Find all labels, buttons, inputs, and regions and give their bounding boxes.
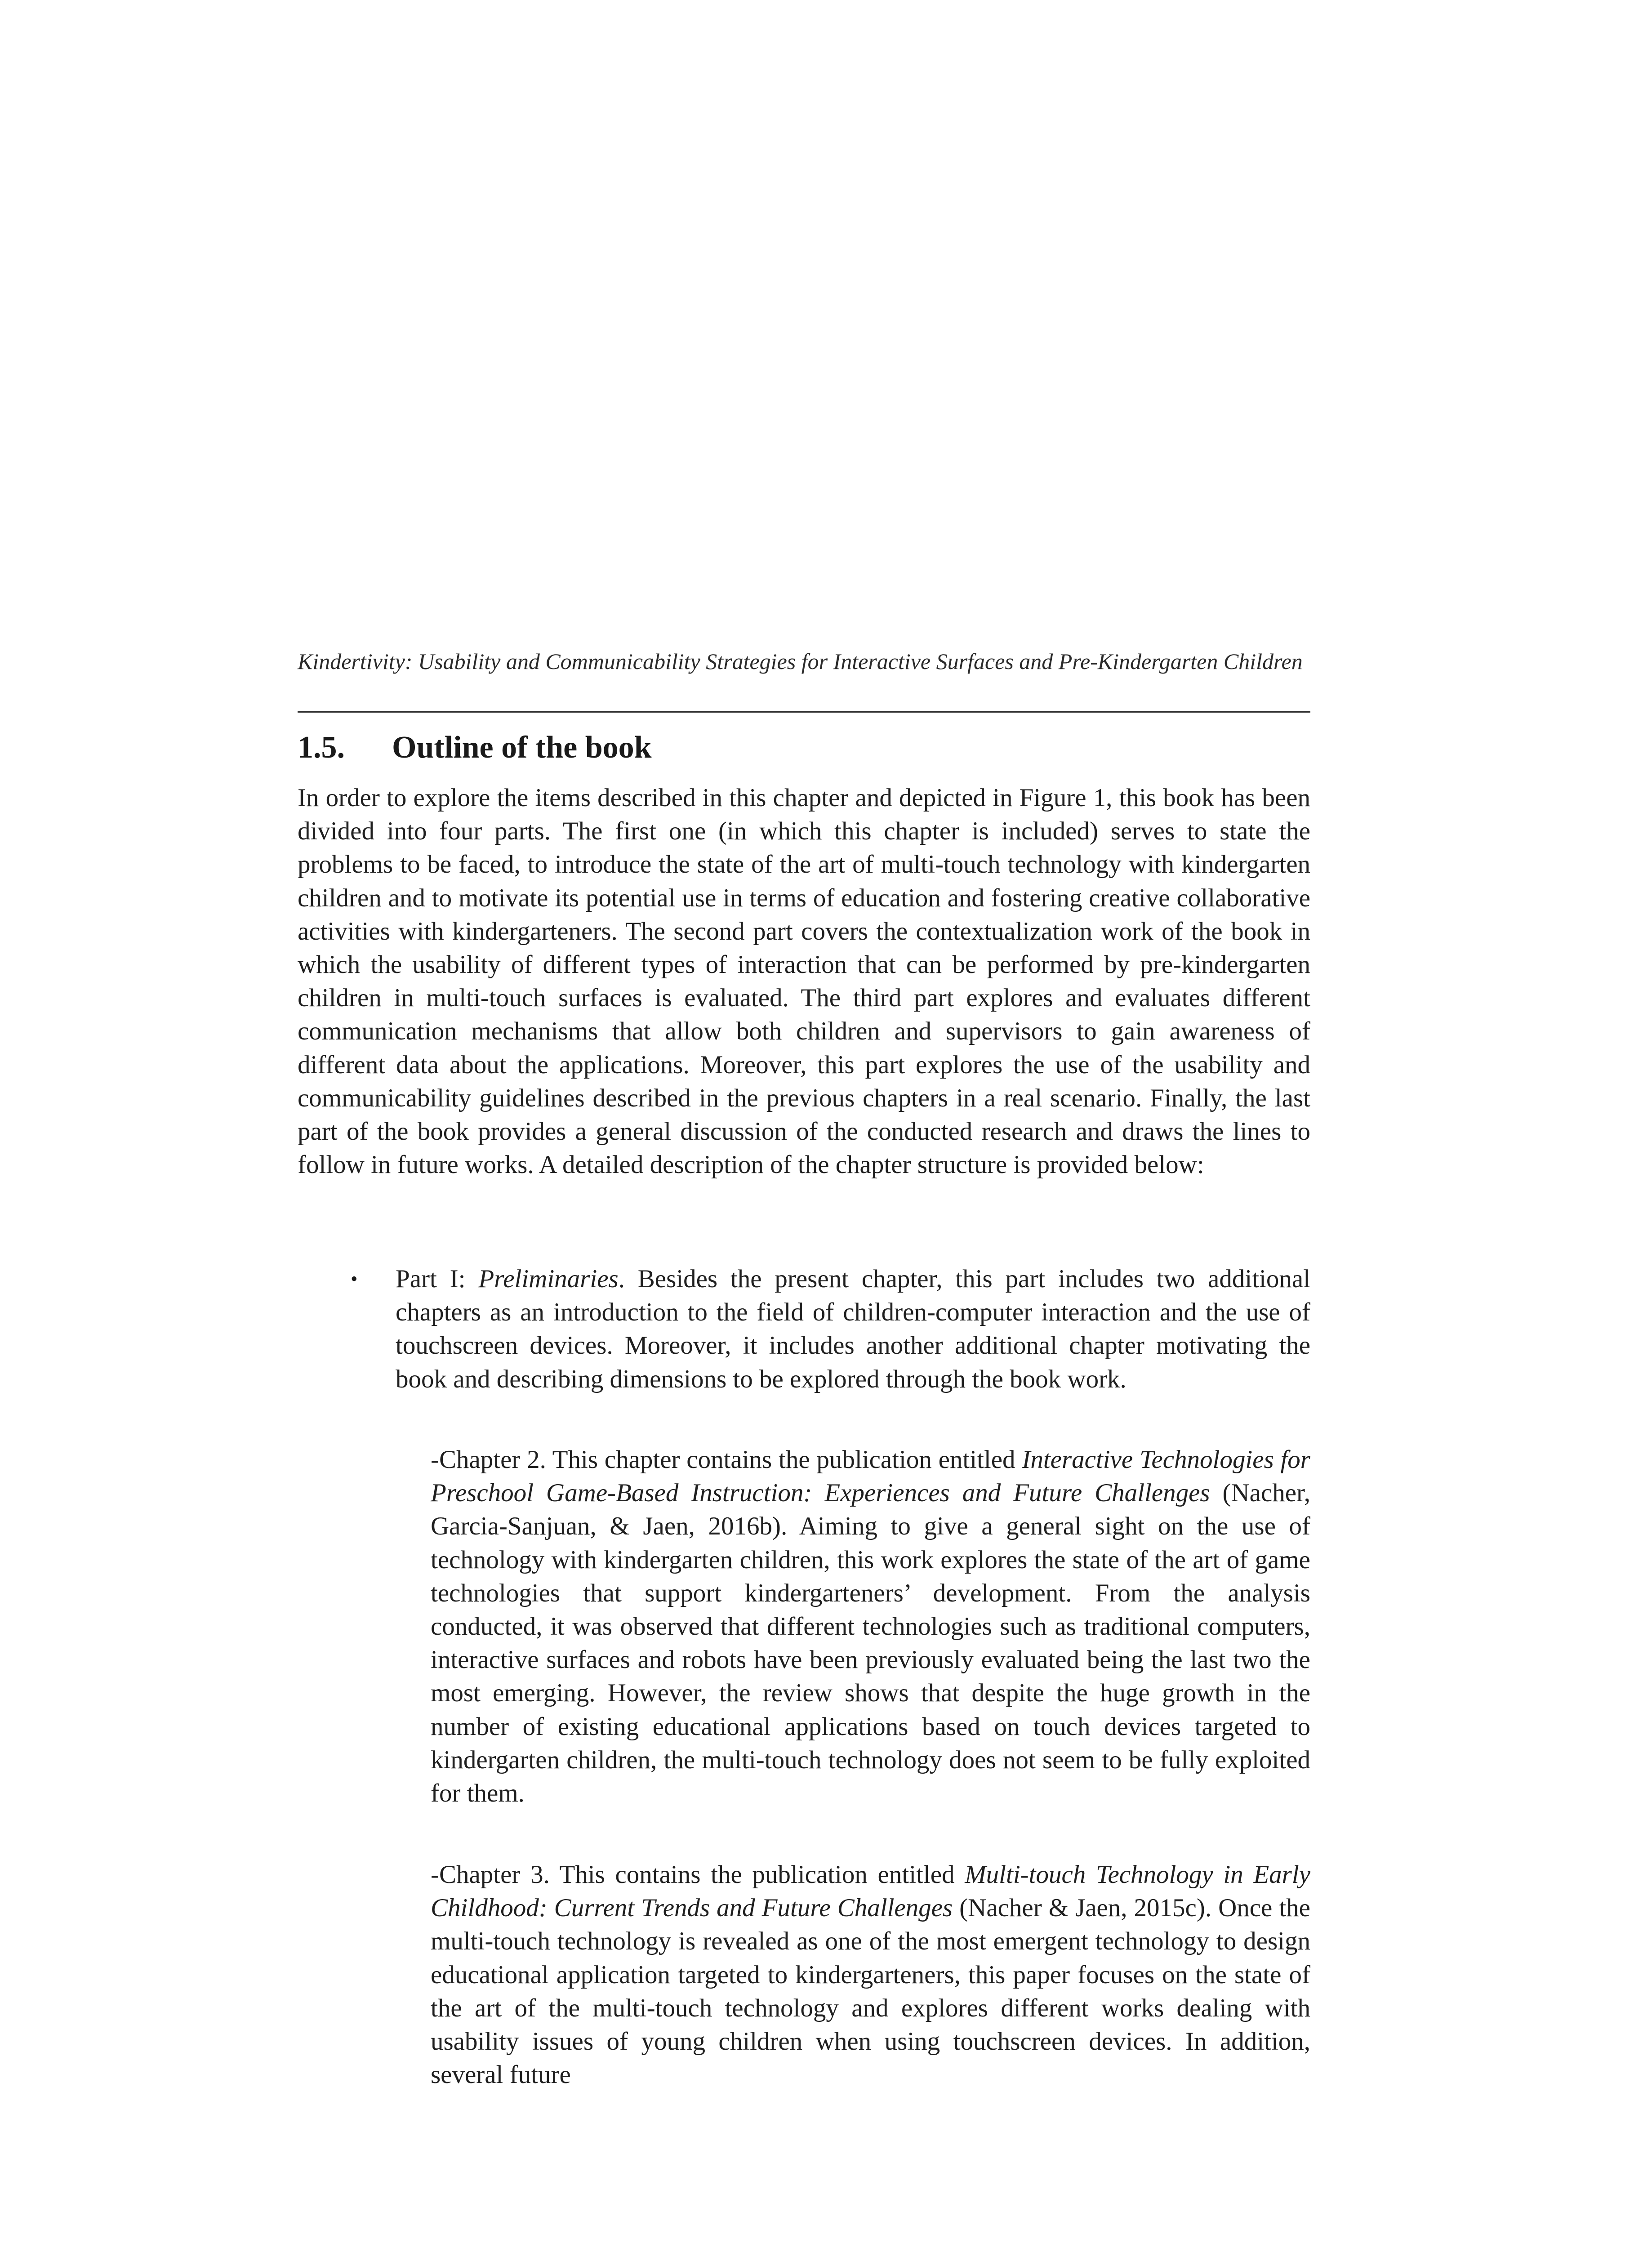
header-divider [298, 711, 1310, 713]
chapter-3-body: (Nacher & Jaen, 2015c). Once the multi-touch technology is revealed as one of the most emergent technology to design educational application targeted to kindergarteners, this paper focuses on the state of the art of the multi-touch technology and explores different works dealing with usability issues of young children when using touchscreen devices. In addition, several future [431, 1894, 1310, 2089]
running-header: Kindertivity: Usability and Communicability Strategies for Interactive Surfaces and Pre-Kindergarten Children [298, 649, 1303, 674]
section-heading [298, 727, 652, 768]
intro-paragraph: In order to explore the items described in this chapter and depicted in Figure 1, this book has been divided into four parts. The first one (in which this chapter is included) serves to state the problems to be faced, to introduce the state of the art of multi-touch technology with kindergarten children and to motivate its potential use in terms of education and fostering creative collaborative activities with kindergarteners. The second part covers the contextualization work of the book in which the usability of different types of interaction that can be performed by pre-kindergarten children in multi-touch surfaces is evaluated. The third part explores and evaluates different communication mechanisms that allow both children and supervisors to gain awareness of different data about the applications. Moreover, this part explores the use of the usability and communicability guidelines described in the previous chapters in a real scenario. Finally, the last part of the book provides a general discussion of the conducted research and draws the lines to follow in future works. A detailed description of the chapter structure is provided below: [298, 784, 1310, 1179]
chapter-2-body: (Nacher, Garcia-Sanjuan, & Jaen, 2016b). Aiming to give a general sight on the use of technology with kindergarten children, this work explores the state of the art of game technologies that support kindergarteners’ development. From the analysis conducted, it was observed that different technologies such as traditional computers, interactive surfaces and robots have been previously evaluated being the last two the most emerging. However, the review shows that despite the huge growth in the number of existing educational applications based on touch devices targeted to kindergarten children, the multi-touch technology does not seem to be fully exploited for them. [431, 1479, 1310, 1808]
section-title: Outline of the book [392, 730, 652, 765]
bullet-icon: • [351, 1268, 358, 1290]
bullet-paragraph [396, 1262, 1310, 1396]
bullet-body: . Besides the present chapter, this part includes two additional chapters as an introduction to the field of children-computer interaction and the use of touchscreen devices. Moreover, it includes another additional chapter motivating the book and describing dimensions to be explored through the book work. [396, 1265, 1311, 1393]
chapter-2-paragraph [431, 1443, 1310, 1810]
chapter-2-title: Interactive Technologies for Preschool Game-Based Instruction: Experiences and Future Challenges [431, 1445, 1310, 1508]
chapter-3-title: Multi-touch Technology in Early Childhood: Current Trends and Future Challenges [431, 1860, 1310, 1922]
bullet-italic-term: Preliminaries [478, 1265, 619, 1293]
chapter-2-prefix: -Chapter 2. This chapter contains the publication entitled [431, 1445, 1022, 1474]
chapter-3-prefix: -Chapter 3. This contains the publication entitled [431, 1860, 965, 1889]
chapter-3-paragraph [431, 1858, 1310, 2092]
bullet-prefix: Part I: [396, 1265, 479, 1293]
section-number: 1.5. [298, 730, 345, 765]
